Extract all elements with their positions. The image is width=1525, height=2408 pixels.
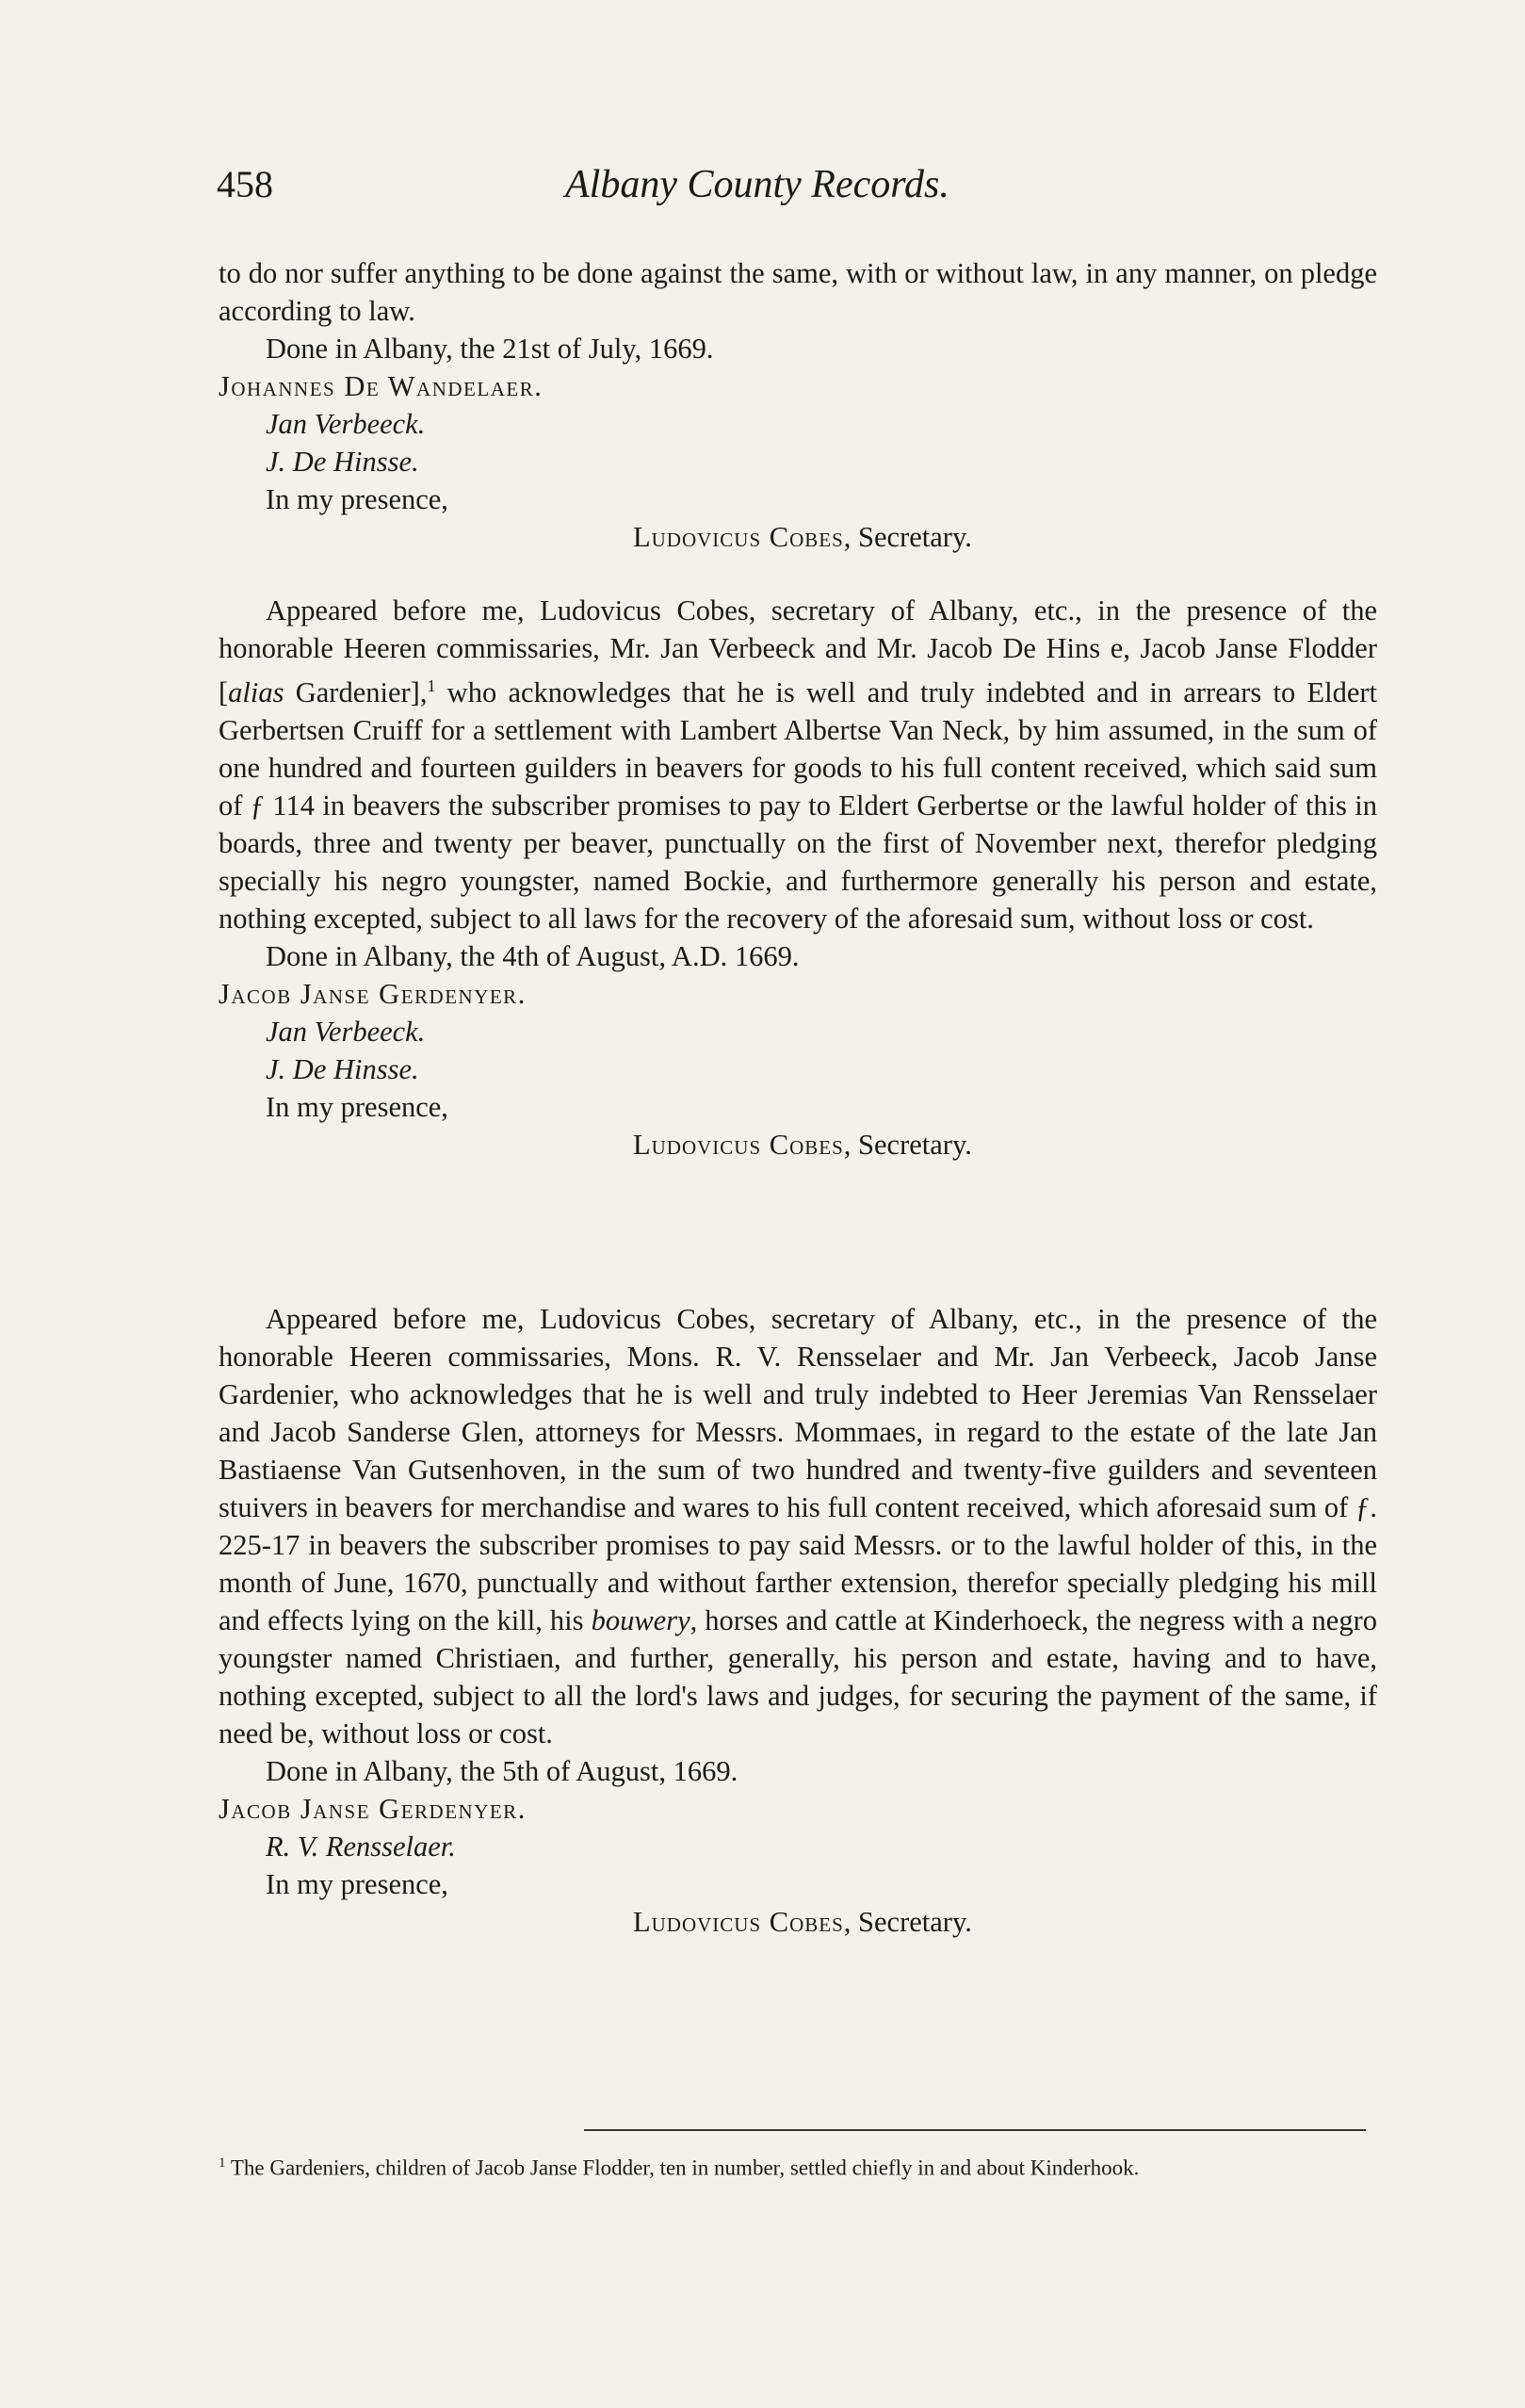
entry-2-done: Done in Albany, the 4th of August, A.D. 1669. <box>266 940 800 973</box>
footnote-marker: 1 <box>219 2156 226 2171</box>
entry-1-secretary-title: , Secretary. <box>843 521 972 553</box>
entry-3-done: Done in Albany, the 5th of August, 1669. <box>266 1755 738 1787</box>
entry-3-body-before: Appeared before me, Ludovicus Cobes, secretary of Albany, etc., in the presence of the honorable Heeren commissaries, Mons. R. V. Rensselaer and Mr. Jan Verbeeck, Jacob Janse Gardenier, who acknowledges that he is well and truly indebted to Heer Jeremias Van Rensselaer and Jacob Sanderse Glen, attorneys for Messrs. Mommaes, in regard to the estate of the late Jan Bastiaense Van Gutsenhoven, in the sum of two hundred and twenty-five guilders and seventeen stuivers in beavers for merchandise and wares to his full content received, which aforesaid sum of ƒ. 225-17 in beavers the subscriber promises to pay said Messrs. or to the lawful holder of this, in the month of June, 1670, punctually and without farther extension, therefor specially pledging his mill and effects lying on the kill, his <box>219 1303 1377 1636</box>
entry-2 <box>219 592 1377 1163</box>
entry-1-done: Done in Albany, the 21st of July, 1669. <box>266 333 714 365</box>
entry-1 <box>219 254 1377 556</box>
entry-1-continuation: to do nor suffer anything to be done against the same, with or without law, in any manner, on pledge according to law. <box>219 257 1377 327</box>
entry-2-alias-after: Gardenier], <box>284 676 428 709</box>
footnote-text: The Gardeniers, children of Jacob Janse Flodder, ten in number, settled chiefly in and about Kinderhook. <box>225 2156 1140 2180</box>
footnote-ref-1[interactable]: 1 <box>427 676 436 695</box>
page-header <box>217 162 1375 219</box>
running-title: Albany County Records. <box>565 163 949 206</box>
footnote <box>219 2150 1377 2182</box>
entry-2-body-rest: who acknowledges that he is well and truly indebted and in arrears to Eldert Gerbertsen Cruiff for a settlement with Lambert Albertse Van Neck, by him assumed, in the sum of one hundred and fourteen guilders in beavers for goods to his full content received, which said sum of ƒ 114 in beavers the subscriber promises to pay to Eldert Gerbertse or the lawful holder of this in boards, three and twenty per beaver, punctually on the first of November next, therefor pledging specially his negro youngster, named Bockie, and furthermore generally his person and estate, nothing excepted, subject to all laws for the recovery of the aforesaid sum, without loss or cost. <box>219 676 1378 936</box>
entry-1-secretary <box>219 518 1377 556</box>
entry-2-body <box>219 592 1377 937</box>
entry-3-body <box>219 1300 1377 1752</box>
entry-3-witness: R. V. Rensselaer. <box>266 1830 456 1863</box>
entry-2-presence: In my presence, <box>266 1091 448 1124</box>
entry-3 <box>219 1300 1377 1941</box>
entry-3-bouwery: bouwery <box>591 1604 690 1636</box>
entry-1-witness-1: Jan Verbeeck. <box>266 408 426 440</box>
entry-2-signer: Jacob Janse Gerdenyer. <box>219 978 527 1011</box>
entry-2-body-start: Appeared before me, Ludovicus Cobes, secretary of Albany, etc., in the presence of the honorable Heeren commissaries, Mr. Jan Verbeeck and Mr. Jacob De Hins e, Jacob Janse Flodder [ <box>219 594 1377 709</box>
footnote-divider <box>584 2129 1366 2131</box>
entry-3-body-after: , horses and cattle at Kinderhoeck, the negress with a negro youngster named Christiaen, and further, generally, his person and estate, having and to have, nothing excepted, subject to all the lord's laws and judges, for securing the payment of the same, if need be, without loss or cost. <box>219 1604 1377 1749</box>
entry-2-secretary-title: , Secretary. <box>843 1129 972 1162</box>
entry-1-presence: In my presence, <box>266 483 448 515</box>
page-number: 458 <box>217 163 273 205</box>
entry-2-witness-1: Jan Verbeeck. <box>266 1016 426 1049</box>
entry-1-signer: Johannes De Wandelaer. <box>219 370 543 402</box>
entry-3-presence: In my presence, <box>266 1868 448 1900</box>
entry-3-secretary-name: Ludovicus Cobes <box>633 1906 844 1938</box>
entry-2-secretary <box>219 1126 1377 1163</box>
entry-2-alias: alias <box>228 676 284 709</box>
entry-1-secretary-name: Ludovicus Cobes <box>633 521 844 553</box>
entry-3-signer: Jacob Janse Gerdenyer. <box>219 1793 527 1825</box>
entry-2-secretary-name: Ludovicus Cobes <box>633 1129 844 1162</box>
entry-3-secretary-title: , Secretary. <box>843 1906 972 1938</box>
entry-3-secretary <box>219 1903 1377 1941</box>
entry-1-witness-2: J. De Hinsse. <box>266 446 419 478</box>
entry-2-witness-2: J. De Hinsse. <box>266 1053 419 1086</box>
